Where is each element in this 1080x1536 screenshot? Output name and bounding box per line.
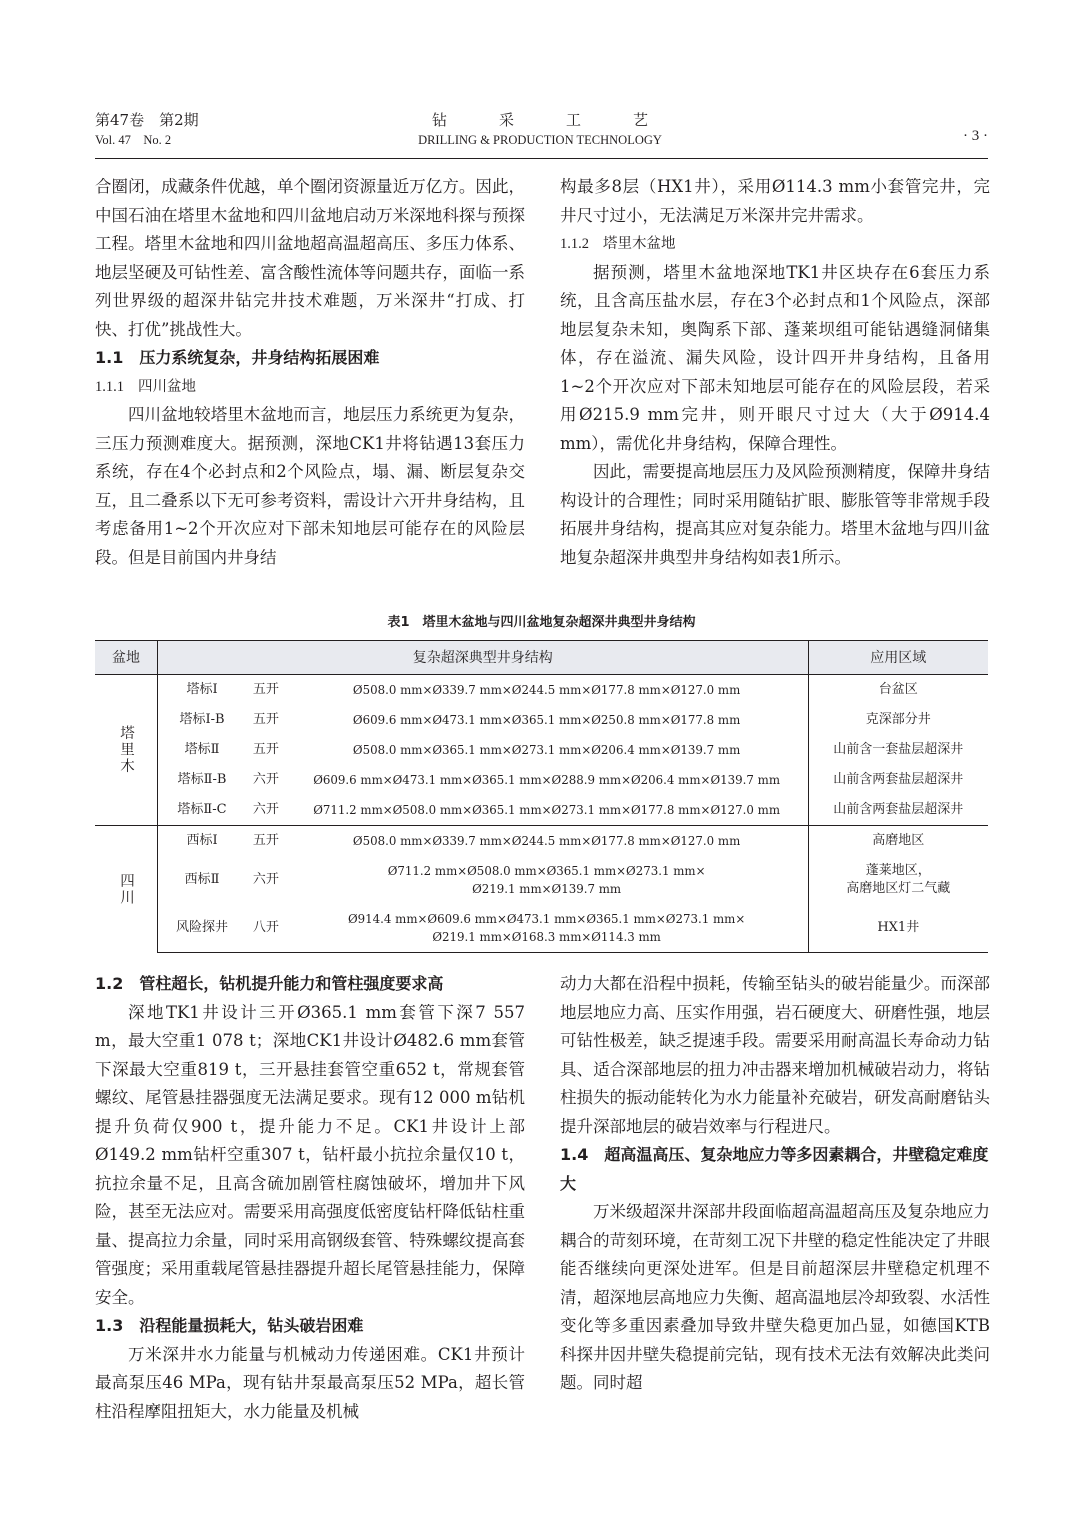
stage-cell: 六开 bbox=[252, 772, 279, 787]
paragraph: 动力大都在沿程中损耗，传输至钻头的破岩能量少。而深部地层地应力高、压实作用强，岩石硬度大、研磨性强，地层可钻性极差，缺乏提速手段。需要采用耐高温长寿命动力钻具、适合深部地层的扭力冲击器来增加机械破岩动力，将钻柱损失的振动能转化为水力能量补充破岩，研发高耐磨钻头提升深部地层的破岩效率与行程进尺。 bbox=[560, 974, 990, 1136]
region-cell: 山前含两套盐层超深井 bbox=[808, 795, 988, 826]
subsection-heading-1-1-2 bbox=[560, 230, 990, 259]
well-structure-table bbox=[95, 640, 988, 953]
well-type-cell: 西标Ⅱ bbox=[158, 856, 247, 904]
table-row bbox=[95, 735, 988, 765]
column-right-top bbox=[560, 173, 990, 572]
well-type-cell: 塔标Ⅱ bbox=[158, 735, 247, 765]
basin-cell-tarim: 塔里木 bbox=[118, 725, 134, 775]
well-type-cell: 塔标Ⅱ-C bbox=[158, 795, 247, 826]
paragraph: 合圈闭，成藏条件优越，单个圈闭资源量近万亿方。因此，中国石油在塔里木盆地和四川盆地启动万米深地科探与预探工程。塔里木盆地和四川盆地超高温超高压、多压力体系、地层坚硬及可钻性差、富含酸性流体等问题共存，面临一系列世界级的超深井钻完井技术难题，万米深井“打成、打快、打优”挑战性大。 bbox=[95, 177, 525, 339]
running-header-left bbox=[95, 110, 325, 150]
region-cell: HX1井 bbox=[808, 904, 988, 953]
paragraph: 据预测，塔里木盆地深地TK1井区块存在6套压力系统，且含高压盐水层，存在3个必封点和1个风险点，深部地层复杂未知，奥陶系下部、蓬莱坝组可能钻遇缝洞储集体，存在溢流、漏失风险，设计四开井身结构，且备用1~2个开次应对下部未知地层可能存在的风险层段，若采用Ø215.9 mm完井，则开眼尺寸过大（大于Ø914.4 mm），需优化井身结构，保障合理性。 bbox=[560, 262, 990, 453]
table-row bbox=[95, 826, 988, 857]
stage-cell: 五开 bbox=[246, 826, 286, 857]
table-row bbox=[95, 765, 988, 795]
header-basin: 盆地 bbox=[95, 641, 158, 675]
volume-issue-cn: 第47卷 第2期 bbox=[95, 111, 199, 129]
casing-structure-cell: Ø508.0 mm×Ø339.7 mm×Ø244.5 mm×Ø177.8 mm×Ø127.0 mm bbox=[286, 826, 808, 857]
region-line-1: 蓬莱地区， bbox=[865, 863, 931, 878]
table-row bbox=[95, 675, 988, 706]
section-heading-1-2: 1.2 管柱超长，钻机提升能力和管柱强度要求高 bbox=[95, 974, 444, 993]
stage-cell: 五开 bbox=[252, 712, 279, 727]
table-caption: 表1 塔里木盆地与四川盆地复杂超深井典型井身结构 bbox=[387, 615, 696, 630]
subsection-number: 1.1.2 bbox=[560, 236, 589, 252]
well-type-cell: 风险探井 bbox=[158, 904, 247, 953]
journal-title-en: DRILLING & PRODUCTION TECHNOLOGY bbox=[418, 133, 662, 147]
subsection-heading-1-1-1 bbox=[95, 373, 525, 402]
table-row bbox=[95, 856, 988, 904]
column-left-top bbox=[95, 173, 525, 572]
casing-structure-cell bbox=[286, 904, 808, 953]
region-cell: 高磨地区 bbox=[808, 826, 988, 857]
well-type-cell: 西标Ⅰ bbox=[158, 826, 247, 857]
running-header-center bbox=[360, 110, 720, 150]
subsection-title: 四川盆地 bbox=[138, 378, 196, 395]
region-cell bbox=[808, 856, 988, 904]
well-type-cell: 塔标Ⅱ-B bbox=[158, 765, 247, 795]
casing-line-1: Ø914.4 mm×Ø609.6 mm×Ø473.1 mm×Ø365.1 mm×Ø273.1 mm× bbox=[347, 912, 746, 926]
stage-cell: 六开 bbox=[252, 802, 279, 817]
paragraph: 万米深井水力能量与机械动力传递困难。CK1井预计最高泵压46 MPa，现有钻井泵最高泵压52 MPa，超长管柱沿程摩阻扭矩大，水力能量及机械 bbox=[95, 1344, 525, 1421]
casing-structure-cell: Ø609.6 mm×Ø473.1 mm×Ø365.1 mm×Ø288.9 mm×Ø206.4 mm×Ø139.7 mm bbox=[313, 773, 781, 787]
paragraph: 构最多8层（HX1井），采用Ø114.3 mm小套管完井，完井尺寸过小，无法满足万米深井完井需求。 bbox=[560, 177, 990, 225]
casing-line-1: Ø711.2 mm×Ø508.0 mm×Ø365.1 mm×Ø273.1 mm× bbox=[387, 864, 706, 878]
region-line-2: 高磨地区灯二气藏 bbox=[846, 881, 951, 896]
paragraph: 因此，需要提高地层压力及风险预测精度，保障井身结构设计的合理性；同时采用随钻扩眼、膨胀管等非常规手段拓展井身结构，提高其应对复杂能力。塔里木盆地与四川盆地复杂超深井典型井身结构如表1所示。 bbox=[560, 462, 990, 567]
page-number: · 3 · bbox=[963, 128, 988, 144]
stage-cell: 六开 bbox=[252, 872, 279, 887]
well-type-cell: 塔标Ⅰ-B bbox=[158, 705, 247, 735]
journal-title-cn: 钻采工艺 bbox=[431, 111, 700, 129]
region-cell: 台盆区 bbox=[808, 675, 988, 706]
stage-cell: 五开 bbox=[252, 742, 279, 757]
paragraph: 万米级超深井深部井段面临超高温超高压及复杂地应力耦合的苛刻环境，在苛刻工况下井壁的稳定性能决定了井眼能否继续向更深处进军。但是目前超深层井壁稳定机理不清，超深地层高地应力失衡、超高温地层冷却致裂、水活性变化等多重因素叠加导致井壁失稳更加凸显，如德国KTB科探井因井壁失稳提前完钻，现有技术无法有效解决此类问题。同时超 bbox=[560, 1202, 990, 1392]
header-region: 应用区域 bbox=[808, 641, 988, 675]
casing-structure-cell: Ø609.6 mm×Ø473.1 mm×Ø365.1 mm×Ø250.8 mm×Ø177.8 mm bbox=[352, 713, 741, 727]
region-cell: 山前含两套盐层超深井 bbox=[808, 765, 988, 795]
casing-structure-cell: Ø508.0 mm×Ø339.7 mm×Ø244.5 mm×Ø177.8 mm×Ø127.0 mm bbox=[352, 683, 741, 697]
header-rule bbox=[95, 158, 988, 159]
header-structure: 复杂超深典型井身结构 bbox=[158, 641, 809, 675]
paragraph: 深地TK1井设计三开Ø365.1 mm套管下深7 557 m，最大空重1 078 t；深地CK1井设计Ø482.6 mm套管下深最大空重819 t，三开悬挂套管空重652 t，常规套管螺纹、尾管悬挂器强度无法满足要求。现有12 000 m钻机提升负荷仅900 t，提升能力不足。CK1井设计上部Ø149.2 mm钻杆空重307 t，钻杆最小抗拉余量仅10 t，抗拉余量不足，且高含硫加剧管柱腐蚀破坏，增加井下风险，甚至无法应对。需要采用高强度低密度钻杆降低钻柱重量、提高拉力余量，同时采用高钢级套管、特殊螺纹提高套管强度；采用重载尾管悬挂器提升超长尾管悬挂能力，保障安全。 bbox=[95, 1002, 525, 1307]
table-header-row bbox=[95, 641, 988, 675]
casing-line-2: Ø219.1 mm×Ø139.7 mm bbox=[472, 882, 622, 896]
volume-issue-en: Vol. 47 No. 2 bbox=[95, 133, 172, 147]
casing-structure-cell: Ø508.0 mm×Ø365.1 mm×Ø273.1 mm×Ø206.4 mm×Ø139.7 mm bbox=[352, 743, 741, 757]
table-row bbox=[95, 705, 988, 735]
column-left-bottom bbox=[95, 970, 525, 1426]
stage-cell: 八开 bbox=[246, 904, 286, 953]
column-right-bottom bbox=[560, 970, 990, 1398]
basin-cell-sichuan: 四川 bbox=[95, 826, 158, 953]
subsection-title: 塔里木盆地 bbox=[603, 236, 676, 252]
paragraph: 四川盆地较塔里木盆地而言，地层压力系统更为复杂，三压力预测难度大。据预测，深地CK1井将钻遇13套压力系统，存在4个必封点和2个风险点，塌、漏、断层复杂交互，且二叠系以下无可参考资料，需设计六开井身结构，且考虑备用1~2个开次应对下部未知地层可能存在的风险层段。但是目前国内井身结 bbox=[95, 405, 525, 567]
casing-structure-cell bbox=[286, 856, 808, 904]
section-heading-1-1: 1.1 压力系统复杂，井身结构拓展困难 bbox=[95, 348, 380, 367]
casing-structure-cell: Ø711.2 mm×Ø508.0 mm×Ø365.1 mm×Ø273.1 mm×Ø177.8 mm×Ø127.0 mm bbox=[313, 803, 781, 817]
casing-line-2: Ø219.1 mm×Ø168.3 mm×Ø114.3 mm bbox=[432, 930, 661, 944]
stage-cell: 五开 bbox=[252, 682, 279, 697]
well-type-cell: 塔标Ⅰ bbox=[158, 675, 247, 706]
table-row bbox=[95, 904, 988, 953]
region-cell: 山前含一套盐层超深井 bbox=[808, 735, 988, 765]
table-row bbox=[95, 795, 988, 826]
region-cell: 克深部分井 bbox=[808, 705, 988, 735]
section-heading-1-4: 1.4 超高温高压、复杂地应力等多因素耦合，井壁稳定难度大 bbox=[560, 1145, 989, 1193]
section-heading-1-3: 1.3 沿程能量损耗大，钻头破岩困难 bbox=[95, 1316, 364, 1335]
subsection-number: 1.1.1 bbox=[95, 378, 124, 395]
